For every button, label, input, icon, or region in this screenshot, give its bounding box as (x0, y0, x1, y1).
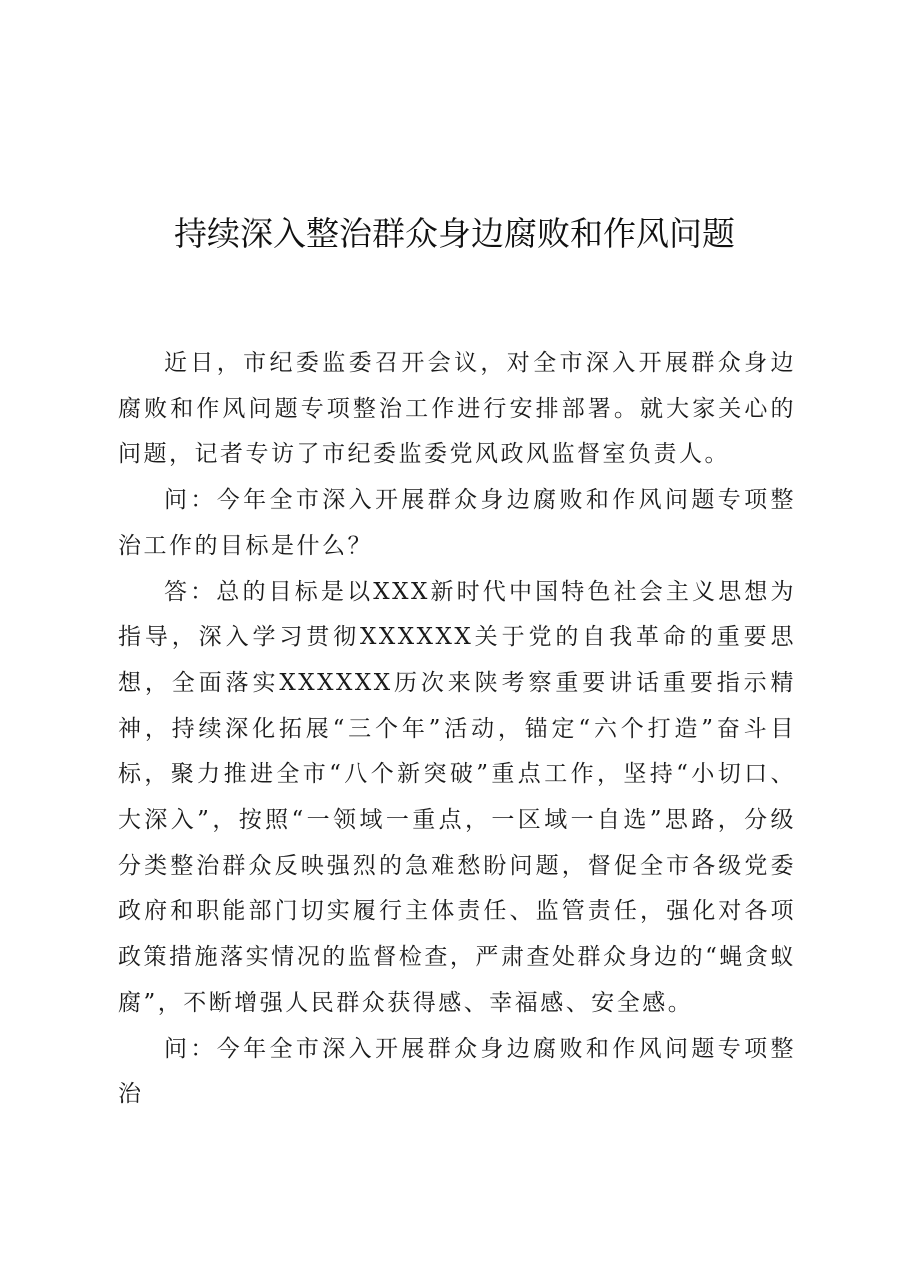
paragraph-answer-1: 答：总的目标是以XXX新时代中国特色社会主义思想为指导，深入学习贯彻XXXXXX关于党的自我革命的重要思想，全面落实XXXXXX历次来陕考察重要讲话重要指示精神，持续深化拓展“三个年”活动，锚定“六个打造”奋斗目标，聚力推进全市“八个新突破”重点工作，坚持“小切口、大深入”，按照“一领域一重点，一区域一自选”思路，分级分类整治群众反映强烈的急难愁盼问题，督促全市各级党委政府和职能部门切实履行主体责任、监管责任，强化对各项政策措施落实情况的监督检查，严肃查处群众身边的“蝇贪蚁腐”，不断增强人民群众获得感、幸福感、安全感。 (118, 578, 796, 1016)
paragraph-question-1: 问：今年全市深入开展群众身边腐败和作风问题专项整治工作的目标是什么？ (118, 487, 796, 559)
document-body (118, 341, 796, 1118)
paragraph-intro: 近日，市纪委监委召开会议，对全市深入开展群众身边腐败和作风问题专项整治工作进行安排部署。就大家关心的问题，记者专访了市纪委监委党风政风监督室负责人。 (118, 350, 796, 468)
paragraph-question-2: 问：今年全市深入开展群众身边腐败和作风问题专项整治 (118, 1035, 796, 1108)
document-title: 持续深入整治群众身边腐败和作风问题 (174, 214, 735, 253)
